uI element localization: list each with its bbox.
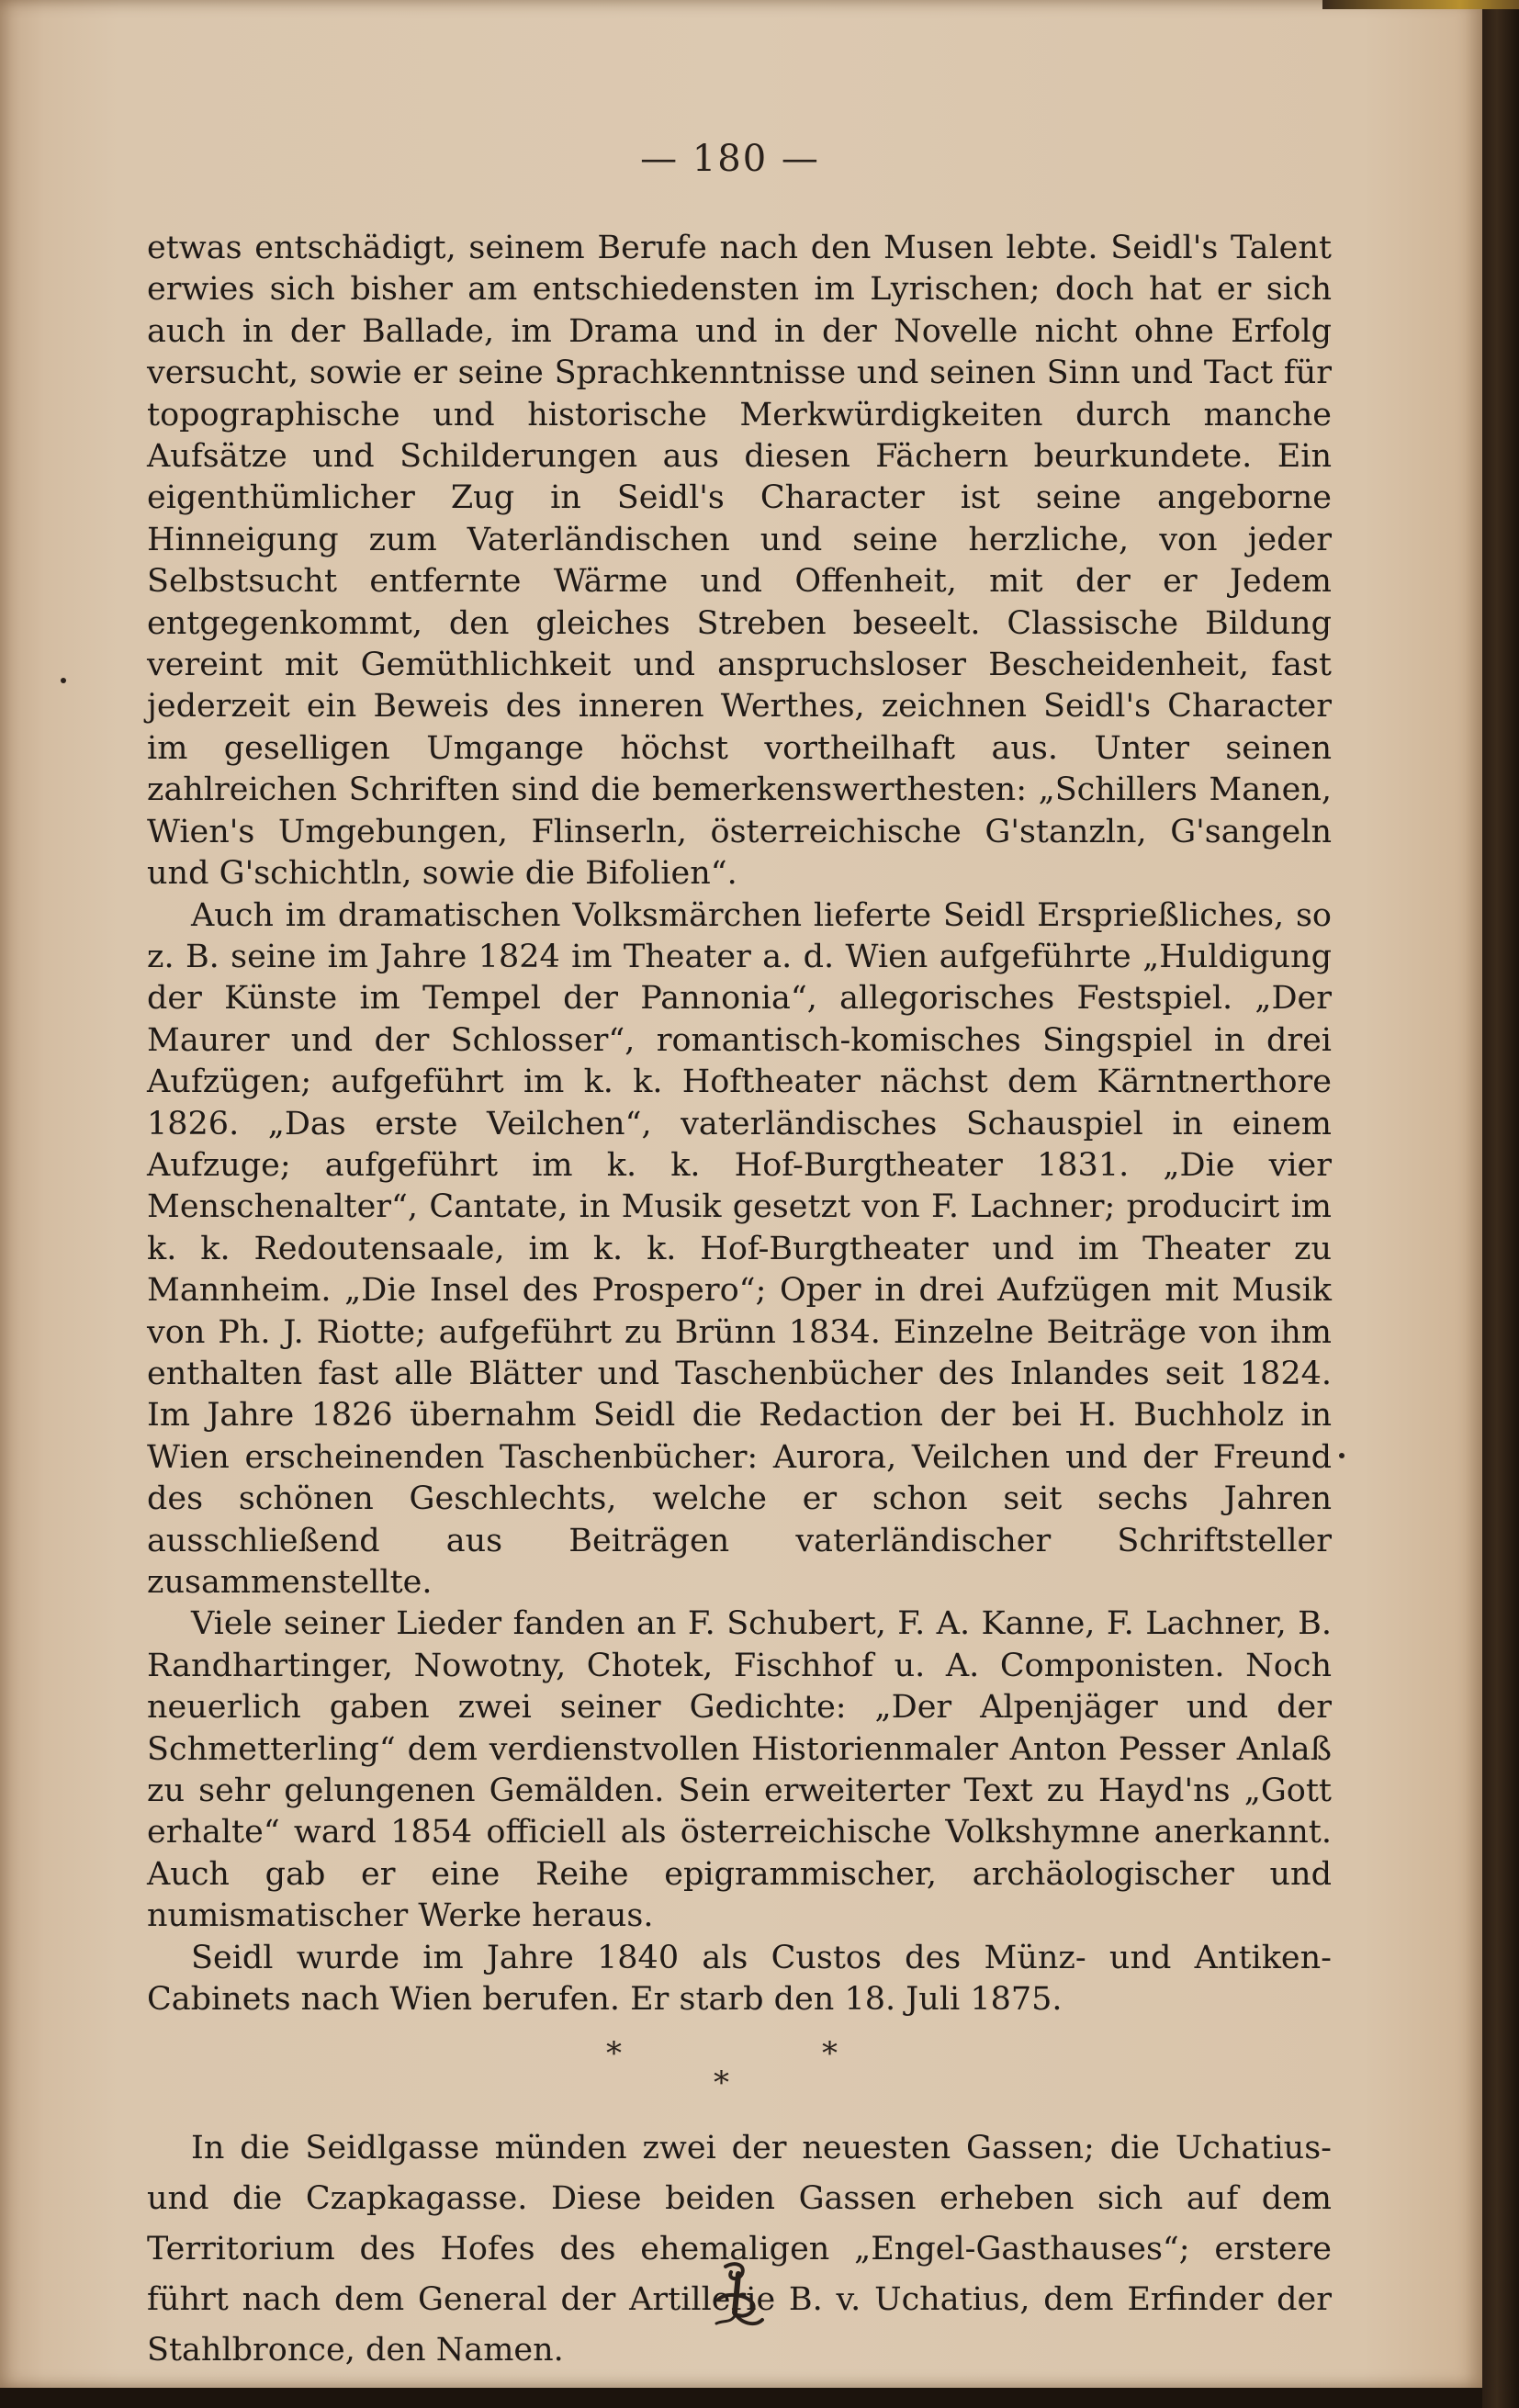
body-text	[147, 228, 1332, 2376]
paragraph-seidl-talent: etwas entschädigt, seinem Berufe nach den Musen lebte. Seidl's Talent erwies sich bisher am entschiedensten im Lyrischen; doch hat er sich auch in der Ballade, im Drama und in der Novelle nicht ohne Erfolg versucht, sowie er seine Sprachkenntnisse und seinen Sinn und Tact für topographische und historische Merkwürdigkeiten durch manche Aufsätze und Schilderungen aus diesen Fächern beurkundete. Ein eigenthümlicher Zug in Seidl's Character ist seine angeborne Hinneigung zum Vaterländischen und seine herzliche, von jeder Selbstsucht entfernte Wärme und Offenheit, mit der er Jedem entgegenkommt, den gleiches Streben beseelt. Classische Bildung vereint mit Gemüthlichkeit und anspruchsloser Bescheidenheit, fast jederzeit ein Beweis des inneren Werthes, zeichnen Seidl's Character im geselligen Umgange höchst vortheilhaft aus. Unter seinen zahlreichen Schriften sind die bemerkenswerthesten: „Schillers Manen, Wien's Umgebungen, Flinserln, österreichische G'stanzln, G'sangeln und G'schichtln, sowie die Bifolien“.	[147, 230, 1332, 893]
book-edge	[1482, 0, 1519, 2408]
decorative-flourish-icon	[707, 2259, 771, 2333]
paragraph-seidlgasse: In die Seidlgasse münden zwei der neuesten Gassen; die Uchatius- und die Czapkagasse. Diese beiden Gassen erheben sich auf dem Territorium des Hofes des ehemaligen „Engel-Gasthauses“; erstere führt nach dem General der Artillerie B. v. Uchatius, dem Erfinder der Stahlbronce, den Namen.	[147, 2130, 1332, 2369]
margin-speck	[1339, 1453, 1345, 1458]
separator-star: *	[714, 2065, 729, 2102]
asterism-separator	[147, 2030, 1332, 2107]
paragraph-volksmaerchen: Auch im dramatischen Volksmärchen lieferte Seidl Ersprießliches, so z. B. seine im Jahre 1824 im Theater a. d. Wien aufgeführte „Huldigung der Künste im Tempel der Pannonia“, allegorisches Festspiel. „Der Maurer und der Schlosser“, romantisch-komisches Singspiel in drei Aufzügen; aufgeführt im k. k. Hoftheater nächst dem Kärntnerthore 1826. „Das erste Veilchen“, vaterländisches Schauspiel in einem Aufzuge; aufgeführt im k. k. Hof-Burgtheater 1831. „Die vier Menschenalter“, Cantate, in Musik gesetzt von F. Lachner; producirt im k. k. Redoutensaale, im k. k. Hof-Burgtheater und im Theater zu Mannheim. „Die Insel des Prospero“; Oper in drei Aufzügen mit Musik von Ph. J. Riotte; aufgeführt zu Brünn 1834. Einzelne Beiträge von ihm enthalten fast alle Blätter und Taschenbücher des Inlandes seit 1824. Im Jahre 1826 übernahm Seidl die Redaction der bei H. Buchholz in Wien erscheinenden Taschenbücher: Aurora, Veilchen und der Freund des schönen Geschlechts, welche er schon seit sechs Jahren ausschließend aus Beiträgen vaterländischer Schriftsteller zusammenstellte.	[147, 896, 1332, 1601]
paragraph-lieder: Viele seiner Lieder fanden an F. Schubert, F. A. Kanne, F. Lachner, B. Randhartinger, Nowotny, Chotek, Fischhof u. A. Componisten. Noch neuerlich gaben zwei seiner Gedichte: „Der Alpenjäger und der Schmetterling“ dem verdienstvollen Historienmaler Anton Pesser Anlaß zu sehr gelungenen Gemälden. Sein erweiterter Text zu Hayd'ns „Gott erhalte“ ward 1854 officiell als österreichische Volkshymne anerkannt. Auch gab er eine Reihe epigrammischer, archäologischer und numismatischer Werke heraus.	[147, 1605, 1332, 1935]
margin-speck	[61, 678, 66, 683]
page-number: — 180 —	[640, 138, 820, 180]
paragraph-custos: Seidl wurde im Jahre 1840 als Custos des Münz- und Antiken-Cabinets nach Wien berufen. Er starb den 18. Juli 1875.	[147, 1939, 1332, 2019]
gilt-corner	[1322, 0, 1519, 9]
separator-star: *	[606, 2035, 622, 2073]
separator-star: *	[822, 2035, 838, 2073]
